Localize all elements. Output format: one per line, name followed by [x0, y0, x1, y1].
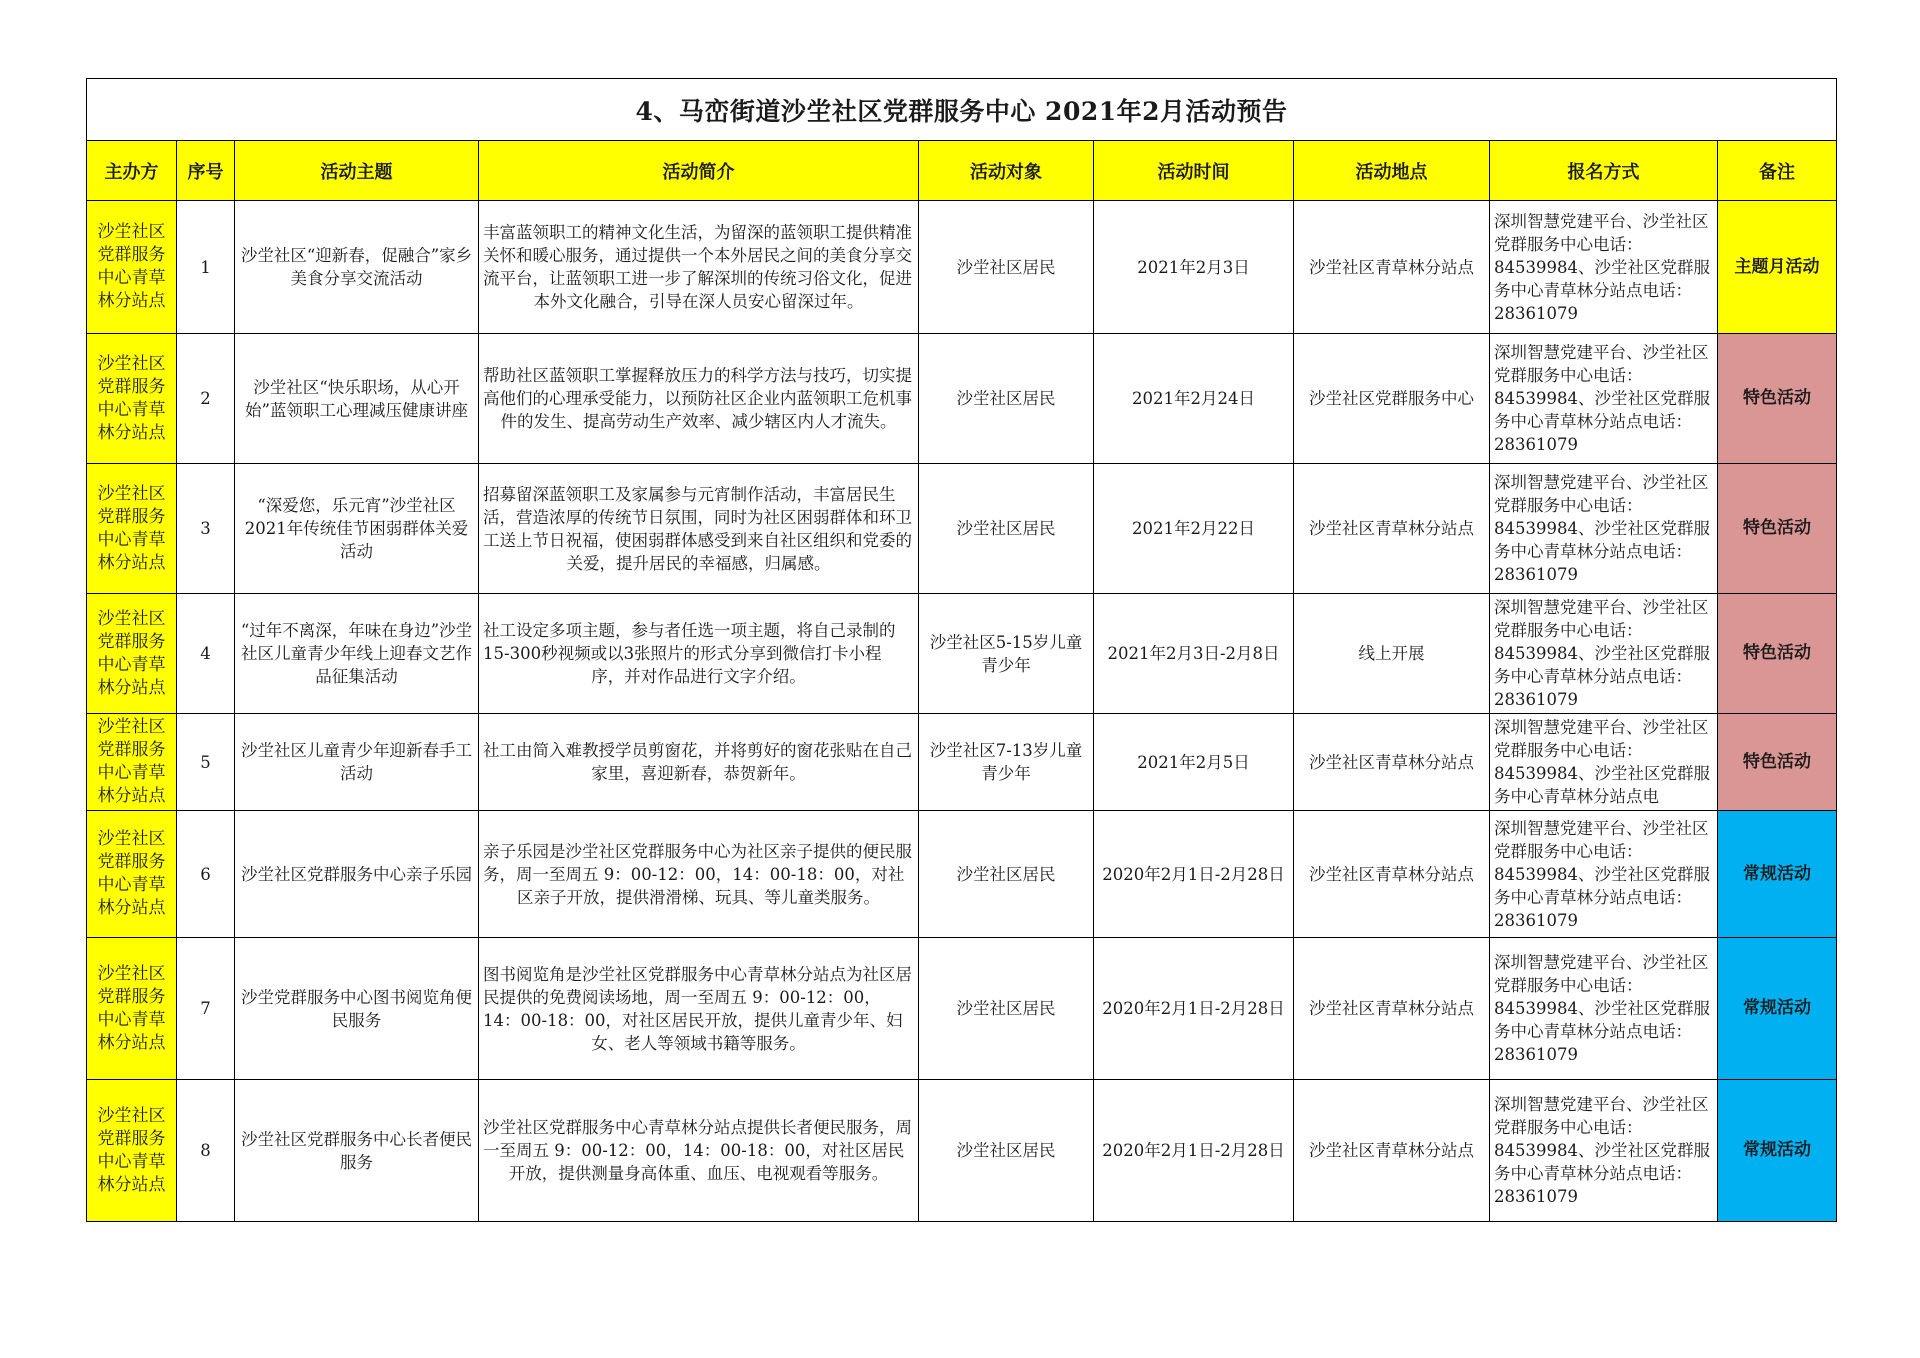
signup-cell: 深圳智慧党建平台、沙坣社区党群服务中心电话：84539984、沙坣社区党群服务中心青草林分站点电话：28361079: [1490, 464, 1718, 594]
note-badge: 常规活动: [1718, 1080, 1837, 1222]
no-cell: 3: [177, 464, 235, 594]
note-badge: 特色活动: [1718, 464, 1837, 594]
signup-cell: 深圳智慧党建平台、沙坣社区党群服务中心电话：84539984、沙坣社区党群服务中心青草林分站点电话：28361079: [1490, 201, 1718, 334]
time-cell: 2021年2月5日: [1094, 714, 1294, 811]
header-theme: 活动主题: [235, 141, 479, 201]
theme-cell: 沙坣社区儿童青少年迎新春手工活动: [235, 714, 479, 811]
signup-cell: 深圳智慧党建平台、沙坣社区党群服务中心电话：84539984、沙坣社区党群服务中心青草林分站点电话：28361079: [1490, 811, 1718, 938]
header-organizer: 主办方: [87, 141, 177, 201]
header-intro: 活动简介: [479, 141, 919, 201]
target-cell: 沙坣社区居民: [919, 938, 1094, 1080]
organizer-cell: 沙坣社区党群服务中心青草林分站点: [87, 201, 177, 334]
target-cell: 沙坣社区5-15岁儿童青少年: [919, 594, 1094, 714]
intro-cell: 亲子乐园是沙坣社区党群服务中心为社区亲子提供的便民服务，周一至周五 9：00-12：00，14：00-18：00，对社区亲子开放，提供滑滑梯、玩具、等儿童类服务。: [479, 811, 919, 938]
organizer-cell: 沙坣社区党群服务中心青草林分站点: [87, 334, 177, 464]
intro-cell: 丰富蓝领职工的精神文化生活，为留深的蓝领职工提供精准关怀和暖心服务，通过提供一个本外居民之间的美食分享交流平台，让蓝领职工进一步了解深圳的传统习俗文化，促进本外文化融合，引导在深人员安心留深过年。: [479, 201, 919, 334]
header-time: 活动时间: [1094, 141, 1294, 201]
header-target: 活动对象: [919, 141, 1094, 201]
target-cell: 沙坣社区7-13岁儿童青少年: [919, 714, 1094, 811]
organizer-cell: 沙坣社区党群服务中心青草林分站点: [87, 594, 177, 714]
theme-cell: 沙坣社区党群服务中心亲子乐园: [235, 811, 479, 938]
no-cell: 1: [177, 201, 235, 334]
note-badge: 常规活动: [1718, 938, 1837, 1080]
time-cell: 2021年2月3日: [1094, 201, 1294, 334]
note-badge: 特色活动: [1718, 714, 1837, 811]
place-cell: 沙坣社区党群服务中心: [1294, 334, 1490, 464]
intro-cell: 帮助社区蓝领职工掌握释放压力的科学方法与技巧，切实提高他们的心理承受能力，以预防社区企业内蓝领职工危机事件的发生、提高劳动生产效率、减少辖区内人才流失。: [479, 334, 919, 464]
place-cell: 沙坣社区青草林分站点: [1294, 201, 1490, 334]
time-cell: 2021年2月24日: [1094, 334, 1294, 464]
place-cell: 沙坣社区青草林分站点: [1294, 714, 1490, 811]
place-cell: 沙坣社区青草林分站点: [1294, 811, 1490, 938]
table-row: [87, 811, 1837, 938]
no-cell: 4: [177, 594, 235, 714]
no-cell: 7: [177, 938, 235, 1080]
no-cell: 2: [177, 334, 235, 464]
note-badge: 特色活动: [1718, 334, 1837, 464]
activity-table: [86, 78, 1837, 1222]
header-no: 序号: [177, 141, 235, 201]
note-badge: 特色活动: [1718, 594, 1837, 714]
table-row: [87, 594, 1837, 714]
organizer-cell: 沙坣社区党群服务中心青草林分站点: [87, 714, 177, 811]
header-signup: 报名方式: [1490, 141, 1718, 201]
intro-cell: 招募留深蓝领职工及家属参与元宵制作活动，丰富居民生活，营造浓厚的传统节日氛围，同时为社区困弱群体和环卫工送上节日祝福，使困弱群体感受到来自社区组织和党委的关爱，提升居民的幸福感，归属感。: [479, 464, 919, 594]
table-row: [87, 1080, 1837, 1222]
table-row: [87, 201, 1837, 334]
target-cell: 沙坣社区居民: [919, 811, 1094, 938]
no-cell: 6: [177, 811, 235, 938]
target-cell: 沙坣社区居民: [919, 1080, 1094, 1222]
activity-schedule-sheet: [86, 78, 1836, 1222]
organizer-cell: 沙坣社区党群服务中心青草林分站点: [87, 811, 177, 938]
theme-cell: 沙坣社区“快乐职场，从心开始”蓝领职工心理减压健康讲座: [235, 334, 479, 464]
signup-cell: 深圳智慧党建平台、沙坣社区党群服务中心电话：84539984、沙坣社区党群服务中心青草林分站点电话：28361079: [1490, 594, 1718, 714]
theme-cell: 沙坣社区党群服务中心长者便民服务: [235, 1080, 479, 1222]
time-cell: 2020年2月1日-2月28日: [1094, 938, 1294, 1080]
theme-cell: “深爱您，乐元宵”沙坣社区2021年传统佳节困弱群体关爱活动: [235, 464, 479, 594]
theme-cell: 沙坣社区“迎新春，促融合”家乡美食分享交流活动: [235, 201, 479, 334]
place-cell: 沙坣社区青草林分站点: [1294, 938, 1490, 1080]
place-cell: 沙坣社区青草林分站点: [1294, 464, 1490, 594]
note-badge: 主题月活动: [1718, 201, 1837, 334]
target-cell: 沙坣社区居民: [919, 201, 1094, 334]
time-cell: 2021年2月3日-2月8日: [1094, 594, 1294, 714]
table-row: [87, 334, 1837, 464]
no-cell: 5: [177, 714, 235, 811]
signup-cell: 深圳智慧党建平台、沙坣社区党群服务中心电话：84539984、沙坣社区党群服务中心青草林分站点电话：28361079: [1490, 938, 1718, 1080]
intro-cell: 社工由简入难教授学员剪窗花，并将剪好的窗花张贴在自己家里，喜迎新春，恭贺新年。: [479, 714, 919, 811]
header-place: 活动地点: [1294, 141, 1490, 201]
theme-cell: 沙坣党群服务中心图书阅览角便民服务: [235, 938, 479, 1080]
time-cell: 2021年2月22日: [1094, 464, 1294, 594]
organizer-cell: 沙坣社区党群服务中心青草林分站点: [87, 464, 177, 594]
note-badge: 常规活动: [1718, 811, 1837, 938]
target-cell: 沙坣社区居民: [919, 334, 1094, 464]
header-row: [87, 141, 1837, 201]
intro-cell: 图书阅览角是沙坣社区党群服务中心青草林分站点为社区居民提供的免费阅读场地，周一至周五 9：00-12：00，14：00-18：00，对社区居民开放，提供儿童青少年、妇女、老人等领域书籍等服务。: [479, 938, 919, 1080]
time-cell: 2020年2月1日-2月28日: [1094, 811, 1294, 938]
signup-cell: 深圳智慧党建平台、沙坣社区党群服务中心电话：84539984、沙坣社区党群服务中心青草林分站点电: [1490, 714, 1718, 811]
table-row: [87, 464, 1837, 594]
target-cell: 沙坣社区居民: [919, 464, 1094, 594]
theme-cell: “过年不离深，年味在身边”沙坣社区儿童青少年线上迎春文艺作品征集活动: [235, 594, 479, 714]
intro-cell: 社工设定多项主题，参与者任选一项主题，将自己录制的15-300秒视频或以3张照片的形式分享到微信打卡小程序，并对作品进行文字介绍。: [479, 594, 919, 714]
table-row: [87, 938, 1837, 1080]
organizer-cell: 沙坣社区党群服务中心青草林分站点: [87, 1080, 177, 1222]
place-cell: 线上开展: [1294, 594, 1490, 714]
place-cell: 沙坣社区青草林分站点: [1294, 1080, 1490, 1222]
intro-cell: 沙坣社区党群服务中心青草林分站点提供长者便民服务，周一至周五 9：00-12：00，14：00-18：00，对社区居民开放，提供测量身高体重、血压、电视观看等服务。: [479, 1080, 919, 1222]
table-title: 4、马峦街道沙坣社区党群服务中心 2021年2月活动预告: [87, 79, 1837, 141]
header-note: 备注: [1718, 141, 1837, 201]
organizer-cell: 沙坣社区党群服务中心青草林分站点: [87, 938, 177, 1080]
signup-cell: 深圳智慧党建平台、沙坣社区党群服务中心电话：84539984、沙坣社区党群服务中心青草林分站点电话：28361079: [1490, 1080, 1718, 1222]
time-cell: 2020年2月1日-2月28日: [1094, 1080, 1294, 1222]
table-row: [87, 714, 1837, 811]
no-cell: 8: [177, 1080, 235, 1222]
signup-cell: 深圳智慧党建平台、沙坣社区党群服务中心电话：84539984、沙坣社区党群服务中心青草林分站点电话：28361079: [1490, 334, 1718, 464]
